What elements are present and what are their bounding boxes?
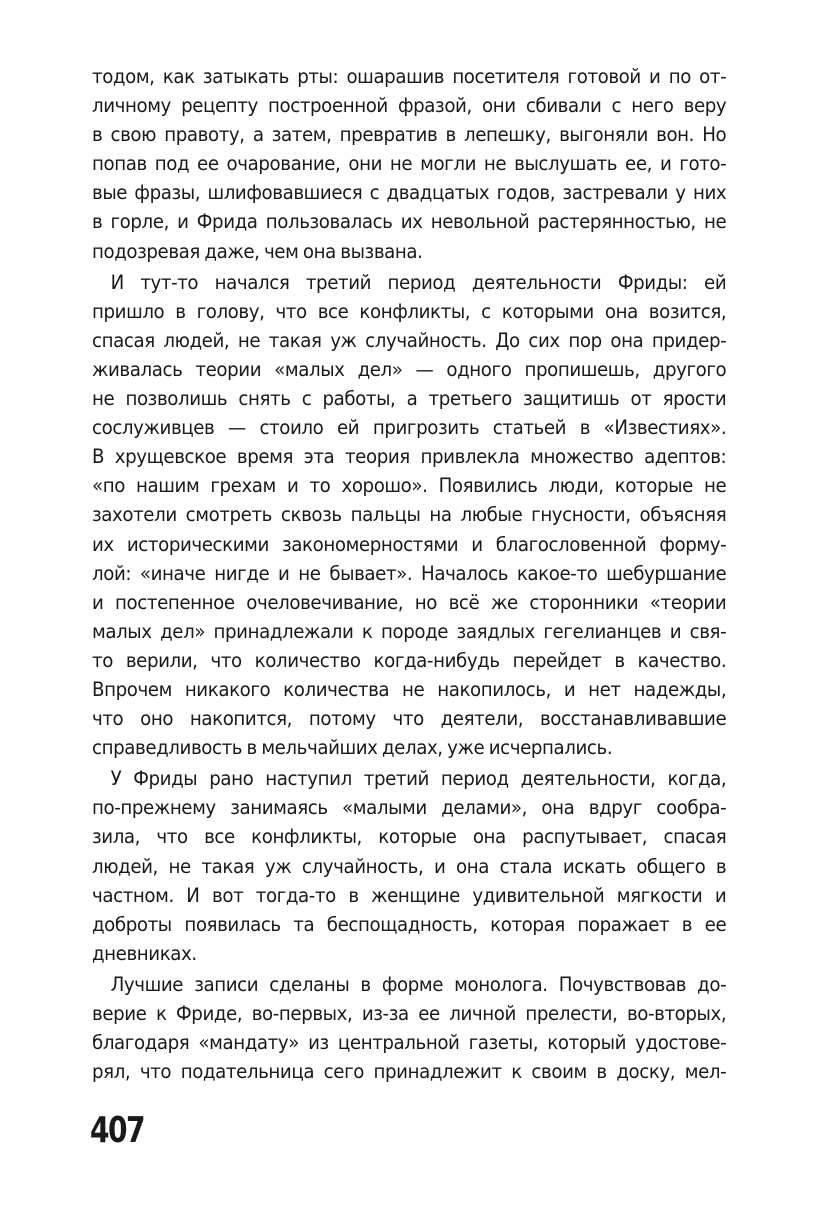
text-line: попав под ее очарование, они не могли не выслушать ее, и гото-: [92, 152, 727, 176]
text-line: людей, не такая уж случайность, и она стала искать общего в: [92, 854, 727, 878]
paragraph: [92, 268, 726, 763]
paragraph: [92, 970, 726, 1086]
page-number: 407: [90, 1110, 144, 1151]
text-line: вые фразы, шлифовавшиеся с двадцатых годов, застревали у них: [92, 181, 727, 205]
text-line: в свою правоту, а затем, превратив в лепешку, выгоняли вон. Но: [92, 123, 727, 147]
text-line: тодом, как затыкать рты: ошарашив посетителя готовой и по от-: [92, 65, 727, 88]
text-line: малых дел» принадлежали к породе заядлых гегелианцев и свя-: [92, 619, 727, 643]
text-line: захотели смотреть сквозь пальцы на любые гнусности, объясняя: [92, 503, 727, 527]
text-line: частном. И вот тогда-то в женщине удивительной мягкости и: [92, 883, 727, 907]
text-line: спасая людей, не такая уж случайность. До сих пор она придер-: [92, 328, 727, 352]
text-line: лой: «иначе нигде и не бывает». Началось какое-то шебуршание: [92, 561, 727, 585]
text-line: в горле, и Фрида пользовалась их невольной растерянностью, не: [92, 210, 727, 234]
text-line: Впрочем никакого количества не накопилось, и нет надежды,: [92, 677, 727, 701]
text-line: то верили, что количество когда-нибудь перейдет в качество.: [92, 648, 727, 672]
text-line: что оно накопится, потому что деятели, восстанавливавшие: [92, 707, 727, 731]
text-line: не позволишь снять с работы, а третьего защитишь от ярости: [92, 387, 727, 411]
paragraph: [92, 62, 726, 266]
text-line: верие к Фриде, во-первых, из-за ее личной прелести, во-вторых,: [92, 1002, 727, 1025]
paragraph: [92, 764, 726, 968]
text-line: У Фриды рано наступил третий период деятельности, когда,: [110, 767, 727, 791]
text-line: их историческими закономерностями и благословенной форму-: [92, 532, 727, 556]
text-line: подозревая даже, чем она вызвана.: [92, 239, 423, 263]
text-line: живалась теории «малых дел» — одного пропишешь, другого: [92, 357, 727, 381]
text-line: Лучшие записи сделаны в форме монолога. Почувствовав до-: [110, 972, 727, 996]
page-body: [92, 62, 726, 1086]
text-line: В хрущевское время эта теория привлекла множество адептов:: [92, 445, 727, 469]
text-line: справедливость в мельчайших делах, уже исчерпались.: [92, 736, 613, 760]
text-line: И тут-то начался третий период деятельности Фриды: ей: [110, 270, 727, 294]
text-line: сослуживцев — стоило ей пригрозить статьей в «Известиях».: [92, 416, 727, 440]
text-line: личному рецепту построенной фразой, они сбивали с него веру: [92, 94, 727, 118]
text-line: и постепенное очеловечивание, но всё же сторонники «теории: [92, 590, 727, 614]
text-line: благодаря «мандату» из центральной газеты, который удостове-: [92, 1031, 727, 1055]
text-line: по-прежнему занимаясь «малыми делами», она вдруг сообра-: [92, 796, 727, 820]
text-line: «по нашим грехам и то хорошо». Появились люди, которые не: [92, 474, 727, 498]
text-line: рял, что подательница сего принадлежит к своим в доску, мел-: [92, 1060, 727, 1084]
text-line: зила, что все конфликты, которые она распутывает, спасая: [92, 825, 727, 849]
text-line: пришло в голову, что все конфликты, с которыми она возится,: [92, 299, 727, 323]
text-line: доброты появилась та беспощадность, которая поражает в ее: [92, 912, 727, 936]
text-line: дневниках.: [92, 941, 197, 965]
